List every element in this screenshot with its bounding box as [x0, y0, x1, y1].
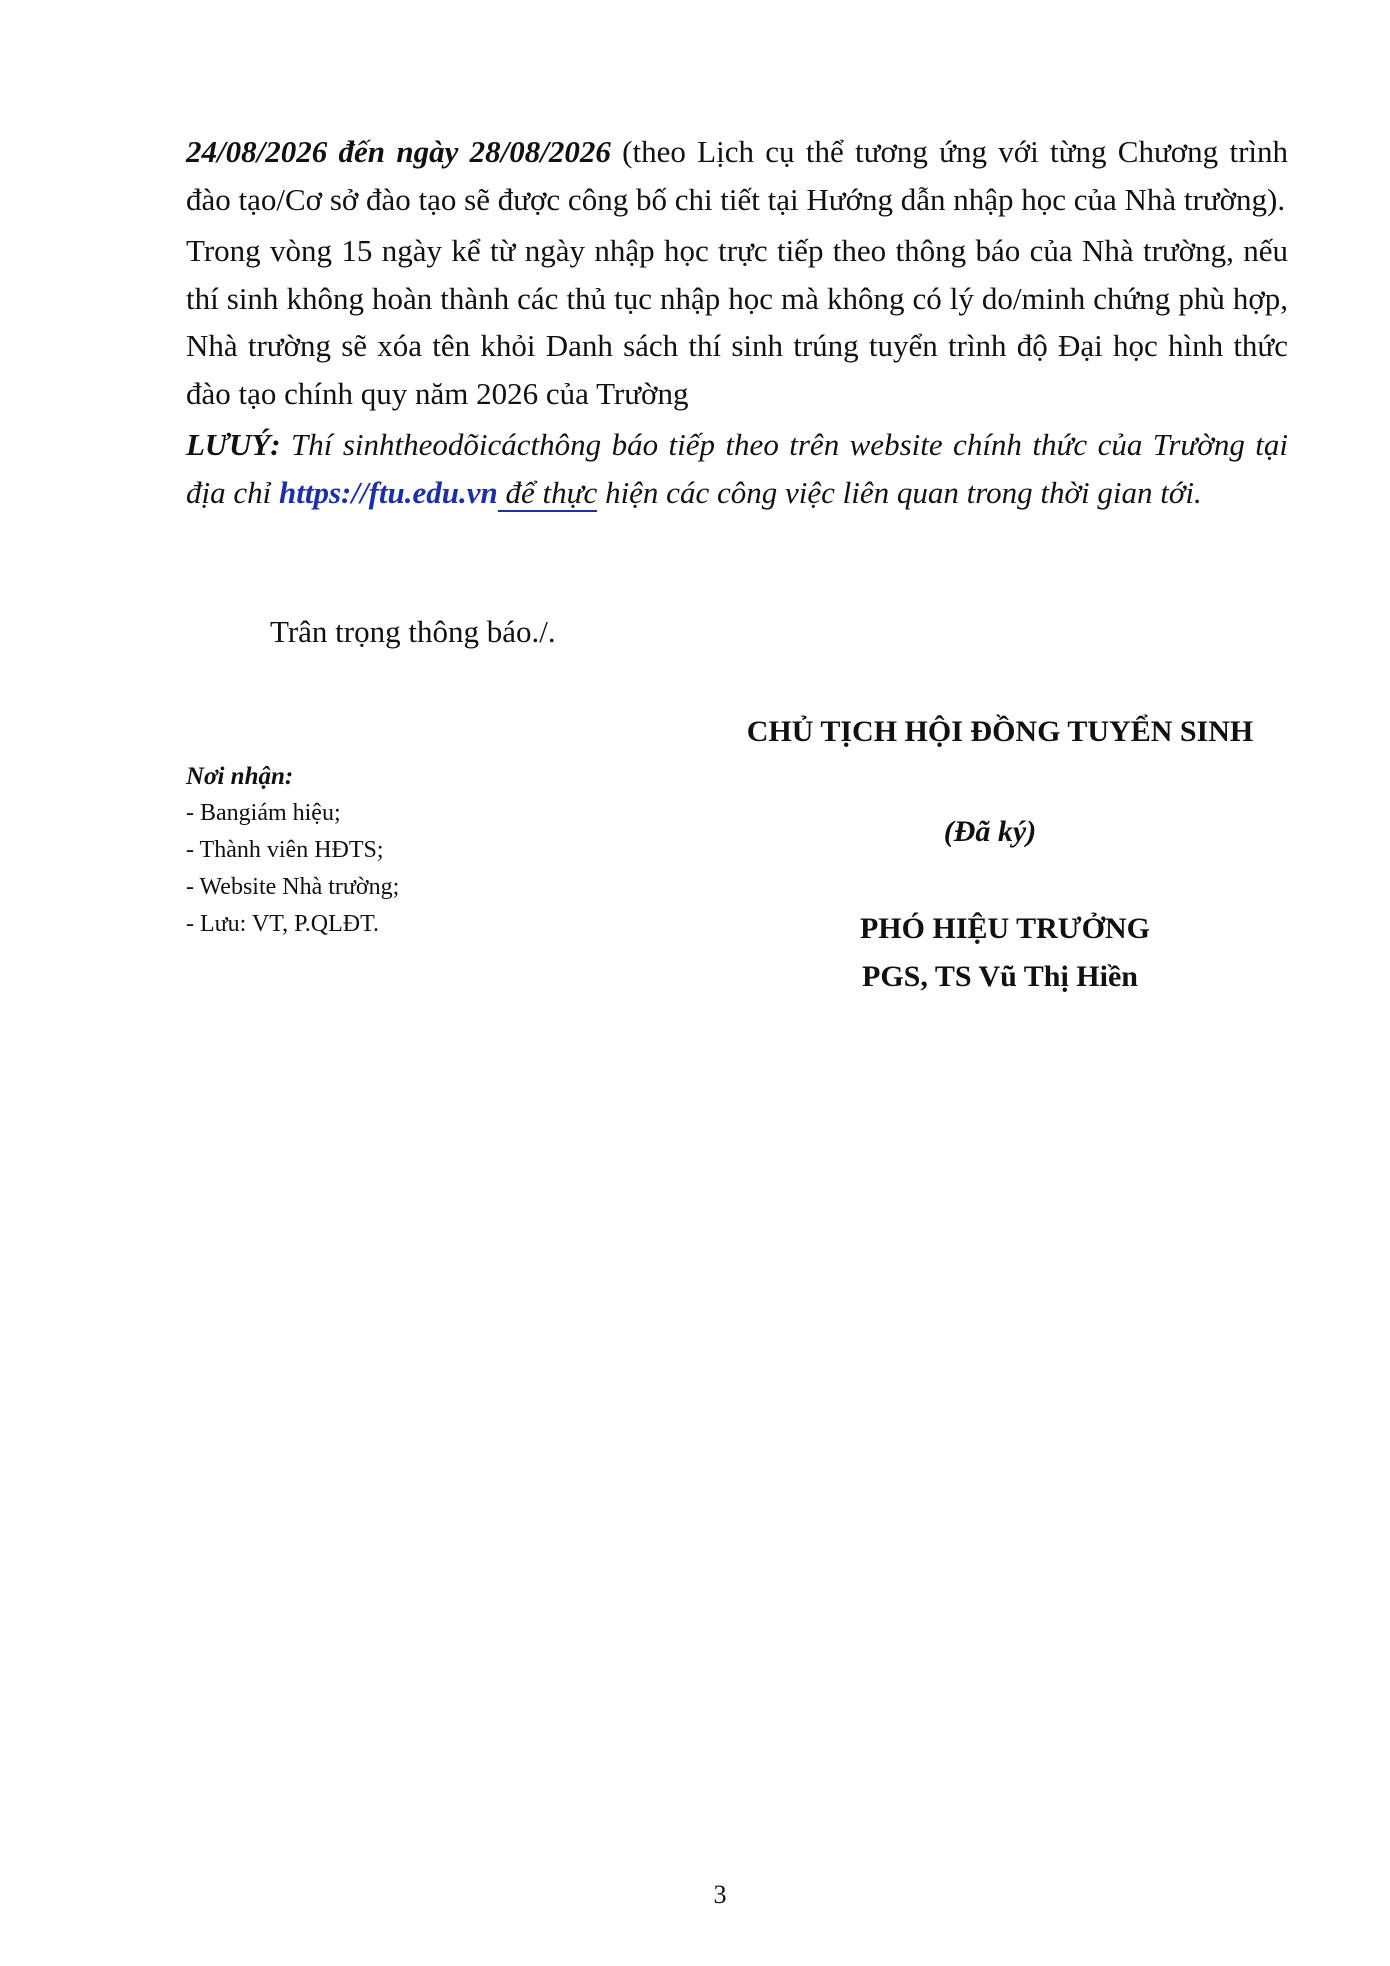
recipients-heading: Nơi nhận: — [186, 763, 294, 790]
recipients-block — [186, 758, 399, 943]
page-number: 3 — [713, 1880, 727, 1909]
signature-position: PHÓ HIỆU TRƯỞNG — [859, 912, 1151, 945]
paragraph-admission-dates — [186, 128, 1288, 223]
recipient-item: - Website Nhà trường; — [186, 874, 400, 900]
paragraph-admission-rest: (theo Lịch cụ thể tương ứng với từng Chương trình đào tạo/Cơ sở đào tạo sẽ được công bố chi tiết tại Hướng dẫn nhập học của Nhà trường). — [186, 134, 1289, 217]
website-link[interactable]: https://ftu.edu.vn — [279, 474, 498, 510]
recipient-item: - Lưu: VT, P.QLĐT. — [186, 911, 379, 937]
note-underlined-text: để thực — [497, 474, 598, 510]
recipient-item: - Thành viên HĐTS; — [186, 837, 384, 863]
note-text-before: Thí sinhtheodõicácthông báo tiếp theo trên website chính thức của Trường tại địa chỉ — [186, 427, 1288, 510]
signatory-name: PGS, TS Vũ Thị Hiền — [862, 960, 1138, 993]
document-body — [186, 128, 1288, 520]
admission-date-range: 24/08/2026 đến ngày 28/08/2026 — [186, 134, 611, 169]
signature-status: (Đã ký) — [943, 815, 1037, 848]
recipient-item: - Bangiám hiệu; — [186, 800, 341, 826]
paragraph-removal-notice: Trong vòng 15 ngày kể từ ngày nhập học trực tiếp theo thông báo của Nhà trường, nếu thí sinh không hoàn thành các thủ tục nhập học mà không có lý do/minh chứng phù hợp, Nhà trường sẽ xóa tên khỏi Danh sách thí sinh trúng tuyển trình độ Đại học hình thức đào tạo chính quy năm 2026 của Trường — [186, 233, 1288, 411]
paragraph-note — [186, 421, 1288, 516]
note-text-after: hiện các công việc liên quan trong thời gian tới. — [597, 474, 1202, 510]
closing-line: Trân trọng thông báo./. — [270, 614, 556, 649]
signature-title: CHỦ TỊCH HỘI ĐỒNG TUYỂN SINH — [746, 715, 1254, 748]
note-label: LƯUÝ: — [186, 427, 281, 462]
